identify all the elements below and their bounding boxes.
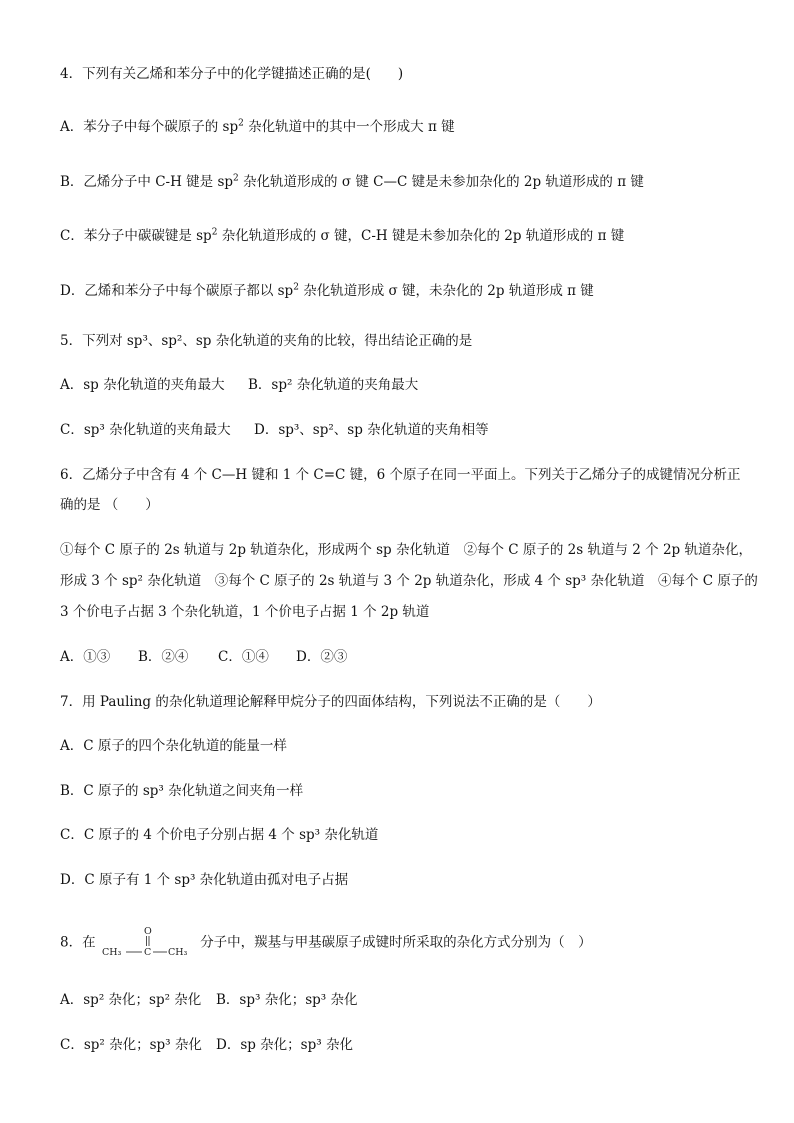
- q4-c-sup: 2: [211, 227, 218, 238]
- q4-a-rest: 杂化轨道中的其中一个形成大 π 键: [243, 119, 455, 135]
- q4-b-rest: 杂化轨道形成的 σ 键 C—C 键是未参加杂化的 2p 轨道形成的 π 键: [238, 174, 644, 190]
- q8-option-d: D．sp 杂化；sp³ 杂化: [216, 1037, 353, 1053]
- q4-c-rest: 杂化轨道形成的 σ 键，C-H 键是未参加杂化的 2p 轨道形成的 π 键: [217, 228, 625, 244]
- q4-b-sup: 2: [233, 173, 239, 184]
- q4-b-text: B．乙烯分子中 C-H 键是 sp: [60, 174, 234, 190]
- q5-option-b: B．sp² 杂化轨道的夹角最大: [248, 377, 419, 393]
- question-8-stem: [60, 926, 592, 958]
- q6-option-b: B．②④: [138, 649, 189, 665]
- mol-right-methyl-label: CH₃: [167, 947, 188, 958]
- question-6-options: [60, 647, 347, 667]
- question-8-options-row-2: [60, 1035, 353, 1055]
- question-7-option-a: A．C 原子的四个杂化轨道的能量一样: [60, 738, 287, 754]
- q8-option-c: C．sp² 杂化；sp³ 杂化: [60, 1037, 202, 1053]
- question-4-option-d: [60, 281, 594, 301]
- q6-option-d: D．②③: [296, 649, 348, 665]
- q4-a-sup: 2: [238, 118, 244, 129]
- mol-left-methyl-label: CH₃: [101, 947, 122, 958]
- question-6-stem-line-2: 确的是 （ ）: [60, 497, 159, 513]
- acetone-structure-svg: [102, 925, 194, 961]
- q4-d-sup: 2: [293, 282, 299, 293]
- q4-d-rest: 杂化轨道形成 σ 键，未杂化的 2p 轨道形成 π 键: [298, 283, 594, 299]
- acetone-structure-diagram: [101, 926, 194, 958]
- question-5-stem: 5．下列对 sp³、sp²、sp 杂化轨道的夹角的比较，得出结论正确的是: [60, 333, 473, 349]
- question-6-statement-line-2: 形成 3 个 sp² 杂化轨道 ③每个 C 原子的 2s 轨道与 3 个 2p 轨道杂化，形成 4 个 sp³ 杂化轨道 ④每个 C 原子的: [60, 573, 758, 589]
- q4-a-text: A．苯分子中每个碳原子的 sp: [60, 119, 239, 135]
- q8-option-b: B．sp³ 杂化；sp³ 杂化: [216, 992, 358, 1008]
- q8-option-a: A．sp² 杂化；sp² 杂化: [60, 992, 202, 1008]
- question-7-stem: 7．用 Pauling 的杂化轨道理论解释甲烷分子的四面体结构，下列说法不正确的是（ ）: [60, 694, 601, 710]
- q8-stem-prefix: 8．在: [60, 934, 96, 951]
- q5-option-d: D．sp³、sp²、sp 杂化轨道的夹角相等: [254, 422, 489, 438]
- question-6-statement-line-1: ①每个 C 原子的 2s 轨道与 2p 轨道杂化，形成两个 sp 杂化轨道 ②每个 C 原子的 2s 轨道与 2 个 2p 轨道杂化，: [60, 542, 752, 558]
- question-4-option-c: [60, 226, 624, 246]
- question-7-option-c: C．C 原子的 4 个价电子分别占据 4 个 sp³ 杂化轨道: [60, 827, 379, 843]
- q4-d-text: D．乙烯和苯分子中每个碳原子都以 sp: [60, 283, 294, 299]
- question-4-option-b: [60, 172, 644, 192]
- q8-stem-suffix: 分子中，羰基与甲基碳原子成键时所采取的杂化方式分别为（ ）: [200, 934, 592, 951]
- question-4-stem: 4．下列有关乙烯和苯分子中的化学键描述正确的是( ): [60, 66, 404, 82]
- mol-carbon-label: C: [143, 947, 152, 958]
- question-8-options-row-1: [60, 990, 357, 1010]
- question-6-statement-line-3: 3 个价电子占据 3 个杂化轨道，1 个价电子占据 1 个 2p 轨道: [60, 604, 430, 620]
- question-6-stem-line-1: 6．乙烯分子中含有 4 个 C—H 键和 1 个 C=C 键，6 个原子在同一平面上。下列关于乙烯分子的成键情况分析正: [60, 467, 741, 483]
- q5-option-c: C．sp³ 杂化轨道的夹角最大: [60, 422, 231, 438]
- mol-oxygen-label: O: [143, 926, 152, 937]
- q6-option-a: A．①③: [60, 649, 111, 665]
- question-5-options-row-2: [60, 420, 489, 440]
- question-7-option-b: B．C 原子的 sp³ 杂化轨道之间夹角一样: [60, 783, 304, 799]
- q6-option-c: C．①④: [218, 649, 269, 665]
- q5-option-a: A．sp 杂化轨道的夹角最大: [60, 377, 225, 393]
- q4-c-text: C．苯分子中碳碳键是 sp: [60, 228, 212, 244]
- question-4-option-a: [60, 117, 455, 137]
- question-5-options-row-1: [60, 375, 418, 395]
- question-7-option-d: D．C 原子有 1 个 sp³ 杂化轨道由孤对电子占据: [60, 872, 349, 888]
